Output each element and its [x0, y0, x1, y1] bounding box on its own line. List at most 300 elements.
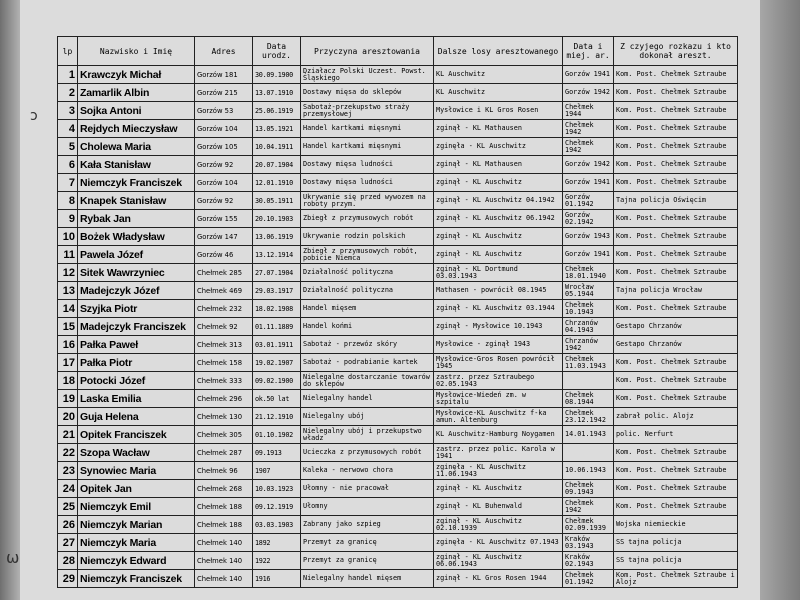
first-name: Marian	[129, 518, 163, 531]
header-address: Adres	[195, 37, 253, 66]
arrest-reason: Ukrywanie się przed wywozem na roboty przym.	[301, 192, 434, 210]
arrest-order: Kom. Post. Chełmek Sztraube	[614, 480, 738, 498]
person-name	[78, 210, 195, 228]
first-name: Maria	[124, 140, 151, 153]
first-name: Franciszek	[114, 428, 167, 441]
row-number: 11	[58, 246, 78, 264]
first-name: Franciszek	[129, 572, 182, 585]
table-row	[58, 174, 738, 192]
address: Chełmek 232	[195, 300, 253, 318]
person-name	[78, 228, 195, 246]
person-name	[78, 246, 195, 264]
arrest-order: Kom. Post. Chełmek Sztraube	[614, 156, 738, 174]
person-name	[78, 318, 195, 336]
address: Gorzów 53	[195, 102, 253, 120]
margin-mark-left: ↄ	[30, 108, 38, 124]
table-row	[58, 480, 738, 498]
further-fate: zginęła - KL Auschwitz 07.1943	[434, 534, 563, 552]
arrest-order: Kom. Post. Chełmek Sztraube	[614, 102, 738, 120]
arrest-date-place: 10.06.1943	[563, 462, 614, 480]
person-name	[78, 444, 195, 462]
further-fate: zginął - KL Auschwitz 02.10.1939	[434, 516, 563, 534]
row-number: 26	[58, 516, 78, 534]
table-row	[58, 390, 738, 408]
arrest-date-place: 14.01.1943	[563, 426, 614, 444]
first-name: Mieczysław	[122, 122, 178, 135]
arrest-date-place: Wrocław 05.1944	[563, 282, 614, 300]
surname: Krawczyk	[80, 68, 127, 81]
arrest-reason: Zbiegł z przymusowych robót, pobicie Niemca	[301, 246, 434, 264]
table-body	[58, 66, 738, 588]
further-fate: Mathasen - powrócił 08.1945	[434, 282, 563, 300]
arrest-reason: Przemyt za granicę	[301, 534, 434, 552]
arrest-date-place: Gorzów 1941	[563, 66, 614, 84]
arrest-date-place: Chrzanów 04.1943	[563, 318, 614, 336]
first-name: Maria	[129, 464, 156, 477]
arrest-order: Kom. Post. Chełmek Sztraube	[614, 246, 738, 264]
address: Chełmek 140	[195, 570, 253, 588]
row-number: 24	[58, 480, 78, 498]
person-name	[78, 408, 195, 426]
surname: Laska	[80, 392, 109, 405]
surname: Sojka	[80, 104, 108, 117]
row-number: 27	[58, 534, 78, 552]
row-number: 6	[58, 156, 78, 174]
arrest-reason: Nielegalne dostarczanie towarów do sklepów	[301, 372, 434, 390]
row-number: 4	[58, 120, 78, 138]
person-name	[78, 102, 195, 120]
further-fate: KL Auschwitz	[434, 66, 563, 84]
arrest-order: Kom. Post. Chełmek Sztraube i Alojz	[614, 570, 738, 588]
address: Gorzów 92	[195, 156, 253, 174]
surname: Zamarlik	[80, 86, 122, 99]
arrest-date-place: Chełmek 23.12.1942	[563, 408, 614, 426]
surname: Cholewa	[80, 140, 122, 153]
further-fate: Mysłowice-Wiedeń zm. w szpitalu	[434, 390, 563, 408]
birth-date: 13.12.1914	[253, 246, 301, 264]
row-number: 15	[58, 318, 78, 336]
further-fate: zastrz. przez Sztraubego 02.05.1943	[434, 372, 563, 390]
further-fate: zginął - KL Gros Rosen 1944	[434, 570, 563, 588]
header-arrest-reason: Przyczyna aresztowania	[301, 37, 434, 66]
arrest-date-place	[563, 372, 614, 390]
birth-date: 01.10.1902	[253, 426, 301, 444]
surname: Knapek	[80, 194, 117, 207]
birth-date: 20.10.1903	[253, 210, 301, 228]
person-name	[78, 426, 195, 444]
person-name	[78, 192, 195, 210]
further-fate: Mysłowice-Gros Rosen powrócił 1945	[434, 354, 563, 372]
surname: Synowiec	[80, 464, 127, 477]
address: Chełmek 469	[195, 282, 253, 300]
further-fate: zginął - KL Auschwitz	[434, 480, 563, 498]
arrest-order: Kom. Post. Chełmek Sztraube	[614, 372, 738, 390]
arrest-reason: Zbiegł z przymusowych robót	[301, 210, 434, 228]
row-number: 10	[58, 228, 78, 246]
surname: Opitek	[80, 428, 112, 441]
first-name: Emil	[129, 500, 151, 513]
surname: Niemczyk	[80, 572, 127, 585]
table-row	[58, 516, 738, 534]
birth-date: 12.01.1910	[253, 174, 301, 192]
address: Chełmek 305	[195, 426, 253, 444]
birth-date: 30.05.1911	[253, 192, 301, 210]
arrest-reason: Nielegalny handel mięsem	[301, 570, 434, 588]
person-name	[78, 66, 195, 84]
further-fate: zginął - KL Auschwitz	[434, 174, 563, 192]
birth-date: 01.11.1889	[253, 318, 301, 336]
arrest-order: Wojska niemieckie	[614, 516, 738, 534]
row-number: 1	[58, 66, 78, 84]
arrest-order: Kom. Post. Chełmek Sztraube	[614, 498, 738, 516]
first-name: Helena	[105, 410, 139, 423]
row-number: 28	[58, 552, 78, 570]
arrest-order: Kom. Post. Chełmek Sztraube	[614, 138, 738, 156]
further-fate: zginął - KL Auschwitz 04.1942	[434, 192, 563, 210]
person-name	[78, 390, 195, 408]
first-name: Antoni	[109, 104, 142, 117]
arrest-reason: Nielegalny ubój i przekupstwo władz	[301, 426, 434, 444]
table-row	[58, 354, 738, 372]
first-name: Franciszek	[129, 176, 182, 189]
birth-date: 03.03.1903	[253, 516, 301, 534]
further-fate: zginął - KL Buhenwald	[434, 498, 563, 516]
birth-date: 13.06.1919	[253, 228, 301, 246]
arrest-order: Kom. Post. Chełmek Sztraube	[614, 174, 738, 192]
arrest-date-place	[563, 444, 614, 462]
address: Chełmek 285	[195, 264, 253, 282]
surname: Szyjka	[80, 302, 112, 315]
arrest-date-place: Chełmek 01.1942	[563, 570, 614, 588]
arrest-order: Kom. Post. Chełmek Sztraube	[614, 84, 738, 102]
arrest-date-place: Chełmek 11.03.1943	[563, 354, 614, 372]
arrest-reason: Zabrany jako szpieg	[301, 516, 434, 534]
address: Chełmek 333	[195, 372, 253, 390]
person-name	[78, 462, 195, 480]
address: Chełmek 313	[195, 336, 253, 354]
birth-date: 13.05.1921	[253, 120, 301, 138]
arrest-reason: Nielegalny ubój	[301, 408, 434, 426]
arrest-order: Kom. Post. Chełmek Sztraube	[614, 228, 738, 246]
first-name: Paweł	[109, 338, 138, 351]
row-number: 17	[58, 354, 78, 372]
person-name	[78, 174, 195, 192]
person-name	[78, 570, 195, 588]
surname: Pałka	[80, 356, 107, 369]
arrest-reason: Działalność polityczna	[301, 282, 434, 300]
further-fate: Mysłowice - zginął 1943	[434, 336, 563, 354]
table-row	[58, 300, 738, 318]
person-name	[78, 138, 195, 156]
first-name: Stanisław	[104, 158, 151, 171]
first-name: Jan	[114, 482, 132, 495]
surname: Madejczyk	[80, 320, 131, 333]
arrest-order: Tajna policja Wrocław	[614, 282, 738, 300]
surname: Madejczyk	[80, 284, 131, 297]
first-name: Józef	[133, 284, 160, 297]
arrest-order: polic. Nerfurt	[614, 426, 738, 444]
address: Chełmek 92	[195, 318, 253, 336]
person-name	[78, 354, 195, 372]
table-row	[58, 156, 738, 174]
birth-date: 10.04.1911	[253, 138, 301, 156]
birth-date: 09.12.1919	[253, 498, 301, 516]
arrest-order: Kom. Post. Chełmek Sztraube	[614, 444, 738, 462]
arrest-reason: Ucieczka z przymusowych robót	[301, 444, 434, 462]
table-row	[58, 444, 738, 462]
birth-date: 20.07.1904	[253, 156, 301, 174]
arrest-order: Kom. Post. Chełmek Sztraube	[614, 66, 738, 84]
address: Chełmek 268	[195, 480, 253, 498]
header-further-fate: Dalsze losy aresztowanego	[434, 37, 563, 66]
further-fate: zastrz. przez polic. Karola w 1941	[434, 444, 563, 462]
table-row	[58, 552, 738, 570]
birth-date: 18.02.1908	[253, 300, 301, 318]
birth-date: 19.02.1907	[253, 354, 301, 372]
birth-date: 1922	[253, 552, 301, 570]
address: Chełmek 188	[195, 498, 253, 516]
first-name: Emilia	[111, 392, 142, 405]
surname: Opitek	[80, 482, 112, 495]
birth-date: 13.07.1910	[253, 84, 301, 102]
person-name	[78, 282, 195, 300]
table-row	[58, 462, 738, 480]
arrest-reason: Handel kartkami mięsnymi	[301, 120, 434, 138]
arrest-order: Kom. Post. Chełmek Sztraube	[614, 462, 738, 480]
surname: Guja	[80, 410, 103, 423]
surname: Niemczyk	[80, 536, 127, 549]
arrest-order: Gestapo Chrzanów	[614, 336, 738, 354]
table-row	[58, 534, 738, 552]
row-number: 8	[58, 192, 78, 210]
surname: Rybak	[80, 212, 111, 225]
birth-date: 1907	[253, 462, 301, 480]
first-name: Józef	[117, 248, 143, 261]
further-fate: Mysłowice-KL Auschwitz f-ka amun. Altenburg	[434, 408, 563, 426]
person-name	[78, 156, 195, 174]
arrest-reason: Dostawy mięsa ludności	[301, 174, 434, 192]
address: Chełmek 140	[195, 552, 253, 570]
birth-date: ok.50 lat	[253, 390, 301, 408]
address: Chełmek 158	[195, 354, 253, 372]
further-fate: zginął - Mysłowice 10.1943	[434, 318, 563, 336]
arrest-reason: Handel końmi	[301, 318, 434, 336]
person-name	[78, 498, 195, 516]
row-number: 5	[58, 138, 78, 156]
row-number: 21	[58, 426, 78, 444]
further-fate: Mysłowice i KL Gros Rosen	[434, 102, 563, 120]
arrest-date-place: Kraków 02.1943	[563, 552, 614, 570]
arrest-order: Kom. Post. Chełmek Sztraube	[614, 264, 738, 282]
arrest-reason: Handel kartkami mięsnymi	[301, 138, 434, 156]
address: Chełmek 96	[195, 462, 253, 480]
person-name	[78, 516, 195, 534]
row-number: 7	[58, 174, 78, 192]
arrest-reason: Działalność polityczna	[301, 264, 434, 282]
first-name: Franciszek	[133, 320, 186, 333]
further-fate: zginął - KL Auschwitz 06.1942	[434, 210, 563, 228]
table-row	[58, 426, 738, 444]
birth-date: 1916	[253, 570, 301, 588]
first-name: Stanisław	[119, 194, 167, 207]
arrest-reason: Ułomny - nie pracował	[301, 480, 434, 498]
arrest-date-place: Gorzów 1941	[563, 246, 614, 264]
person-name	[78, 372, 195, 390]
first-name: Edward	[129, 554, 167, 567]
arrest-date-place: Gorzów 1941	[563, 174, 614, 192]
table-row	[58, 336, 738, 354]
surname: Kała	[80, 158, 102, 171]
first-name: Józef	[119, 374, 146, 387]
birth-date: 27.07.1904	[253, 264, 301, 282]
arrest-date-place: Gorzów 1942	[563, 156, 614, 174]
arrest-order: Kom. Post. Chełmek Sztraube	[614, 120, 738, 138]
address: Chełmek 296	[195, 390, 253, 408]
person-name	[78, 534, 195, 552]
address: Gorzów 104	[195, 120, 253, 138]
table-row	[58, 210, 738, 228]
birth-date: 25.06.1919	[253, 102, 301, 120]
table-row	[58, 498, 738, 516]
person-name	[78, 480, 195, 498]
surname: Szopa	[80, 446, 110, 459]
table-row	[58, 408, 738, 426]
first-name: Albin	[123, 86, 150, 99]
surname: Bożek	[80, 230, 110, 243]
first-name: Piotr	[114, 302, 138, 315]
address: Chełmek 287	[195, 444, 253, 462]
address: Gorzów 105	[195, 138, 253, 156]
person-name	[78, 336, 195, 354]
arrest-reason: Ułomny	[301, 498, 434, 516]
arrest-order: Kom. Post. Chełmek Sztraube	[614, 390, 738, 408]
arrest-reason: Działacz Polski Uczest. Powst. Śląskiego	[301, 66, 434, 84]
further-fate: KL Auschwitz	[434, 84, 563, 102]
arrest-reason: Sabotaż - podrabianie kartek	[301, 354, 434, 372]
arrest-reason: Dostawy mięsa ludności	[301, 156, 434, 174]
surname: Sitek	[80, 266, 105, 279]
further-fate: zginął - KL Auschwitz 03.1944	[434, 300, 563, 318]
table-row	[58, 102, 738, 120]
surname: Niemczyk	[80, 518, 127, 531]
table-row	[58, 192, 738, 210]
arrest-date-place: Chełmek 10.1943	[563, 300, 614, 318]
table-row	[58, 120, 738, 138]
arrest-date-place: Chełmek 1942	[563, 138, 614, 156]
further-fate: zginął - KL Dortmund 03.03.1943	[434, 264, 563, 282]
table-row	[58, 84, 738, 102]
row-number: 2	[58, 84, 78, 102]
arrest-order: Kom. Post. Chełmek Sztraube	[614, 300, 738, 318]
arrest-date-place: Chełmek 1944	[563, 102, 614, 120]
row-number: 9	[58, 210, 78, 228]
row-number: 3	[58, 102, 78, 120]
first-name: Władysław	[112, 230, 165, 243]
surname: Pałka	[80, 338, 107, 351]
birth-date: 21.12.1910	[253, 408, 301, 426]
row-number: 25	[58, 498, 78, 516]
table-row	[58, 138, 738, 156]
address: Chełmek 130	[195, 408, 253, 426]
first-name: Maria	[129, 536, 157, 549]
table-row	[58, 570, 738, 588]
arrest-order: Kom. Post. Chełmek Sztraube	[614, 354, 738, 372]
surname: Potocki	[80, 374, 117, 387]
header-row	[58, 37, 738, 66]
arrest-date-place: Chrzanów 1942	[563, 336, 614, 354]
arrest-reason: Przemyt za granicę	[301, 552, 434, 570]
surname: Rejdych	[80, 122, 120, 135]
arrest-records-table	[57, 36, 738, 588]
address: Gorzów 181	[195, 66, 253, 84]
row-number: 29	[58, 570, 78, 588]
header-birth-date: Data urodz.	[253, 37, 301, 66]
first-name: Piotr	[109, 356, 133, 369]
address: Gorzów 215	[195, 84, 253, 102]
surname: Pawela	[80, 248, 115, 261]
further-fate: KL Auschwitz-Hamburg Noygamen	[434, 426, 563, 444]
address: Gorzów 155	[195, 210, 253, 228]
person-name	[78, 300, 195, 318]
arrest-order: SS tajna policja	[614, 534, 738, 552]
header-lp: lp	[58, 37, 78, 66]
arrest-date-place: Kraków 03.1943	[563, 534, 614, 552]
birth-date: 09.1913	[253, 444, 301, 462]
address: Gorzów 147	[195, 228, 253, 246]
birth-date: 29.03.1917	[253, 282, 301, 300]
arrest-date-place: Gorzów 1942	[563, 84, 614, 102]
first-name: Wawrzyniec	[106, 266, 165, 279]
arrest-order: Kom. Post. Chełmek Sztraube	[614, 210, 738, 228]
arrest-date-place: Chełmek 1942	[563, 498, 614, 516]
table-row	[58, 372, 738, 390]
arrest-date-place: Chełmek 09.1943	[563, 480, 614, 498]
further-fate: zginął - KL Auschwitz	[434, 246, 563, 264]
birth-date: 1892	[253, 534, 301, 552]
row-number: 14	[58, 300, 78, 318]
row-number: 19	[58, 390, 78, 408]
margin-mark-bottom: ω	[6, 548, 20, 567]
arrest-reason: Sabotaż - przewóz skóry	[301, 336, 434, 354]
table-row	[58, 318, 738, 336]
first-name: Jan	[113, 212, 131, 225]
header-arrest-order: Z czyjego rozkazu i kto dokonał areszt.	[614, 37, 738, 66]
person-name	[78, 264, 195, 282]
further-fate: zginął - KL Auschwitz 06.06.1943	[434, 552, 563, 570]
person-name	[78, 120, 195, 138]
address: Chełmek 140	[195, 534, 253, 552]
arrest-reason: Nielegalny handel	[301, 390, 434, 408]
arrest-reason: Sabotaż-przekupstwo straży przemysłowej	[301, 102, 434, 120]
row-number: 13	[58, 282, 78, 300]
further-fate: zginął - KL Auschwitz	[434, 228, 563, 246]
person-name	[78, 84, 195, 102]
address: Gorzów 46	[195, 246, 253, 264]
arrest-reason: Ukrywanie rodzin polskich	[301, 228, 434, 246]
further-fate: zginęła - KL Auschwitz	[434, 138, 563, 156]
table-row	[58, 264, 738, 282]
birth-date: 30.09.1900	[253, 66, 301, 84]
header-name: Nazwisko i Imię	[78, 37, 195, 66]
surname: Niemczyk	[80, 176, 127, 189]
person-name	[78, 552, 195, 570]
further-fate: zginął - KL Mathausen	[434, 156, 563, 174]
arrest-date-place: Gorzów 01.1942	[563, 192, 614, 210]
further-fate: zginął - KL Mathausen	[434, 120, 563, 138]
surname: Niemczyk	[80, 554, 127, 567]
further-fate: zginęła - KL Auschwitz 11.06.1943	[434, 462, 563, 480]
arrest-order: zabrał polic. Alojz	[614, 408, 738, 426]
